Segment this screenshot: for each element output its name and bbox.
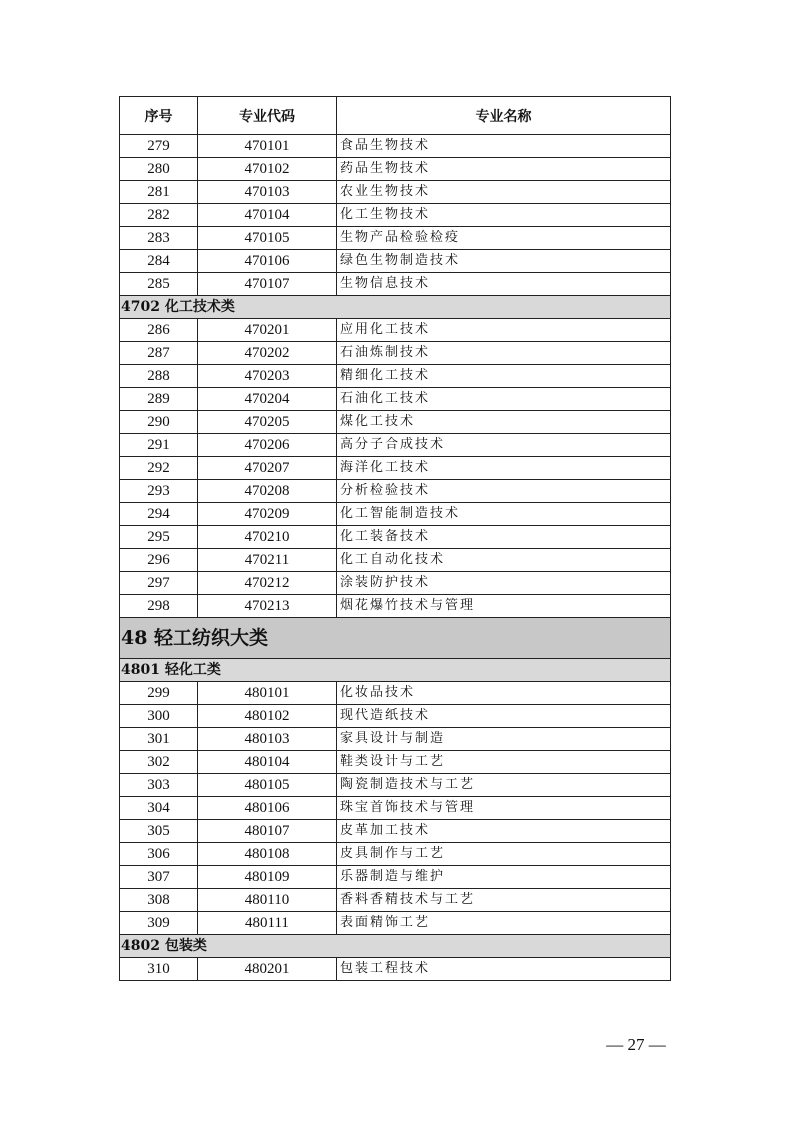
- cell-code: 470210: [198, 526, 337, 549]
- cell-num: 301: [120, 728, 198, 751]
- cell-num: 280: [120, 158, 198, 181]
- cell-num: 282: [120, 204, 198, 227]
- cell-num: 285: [120, 273, 198, 296]
- cell-num: 290: [120, 411, 198, 434]
- cell-name: 珠宝首饰技术与管理: [337, 797, 671, 820]
- cell-name: 化工智能制造技术: [337, 503, 671, 526]
- cell-code: 480102: [198, 705, 337, 728]
- cell-name: 分析检验技术: [337, 480, 671, 503]
- cell-code: 470101: [198, 135, 337, 158]
- cell-code: 470209: [198, 503, 337, 526]
- table-row: [120, 751, 671, 774]
- table-row: [120, 820, 671, 843]
- cell-code: 470213: [198, 595, 337, 618]
- cell-code: 470205: [198, 411, 337, 434]
- cell-num: 309: [120, 912, 198, 935]
- cell-name: 石油化工技术: [337, 388, 671, 411]
- cell-num: 295: [120, 526, 198, 549]
- cell-num: 279: [120, 135, 198, 158]
- cell-name: 生物信息技术: [337, 273, 671, 296]
- table-row: [120, 705, 671, 728]
- category-label: 4801 轻化工类: [120, 659, 671, 682]
- table-row: [120, 158, 671, 181]
- cell-num: 307: [120, 866, 198, 889]
- table-row: [120, 912, 671, 935]
- cell-name: 涂装防护技术: [337, 572, 671, 595]
- table-row: [120, 549, 671, 572]
- majors-table: [119, 96, 671, 981]
- table-row: [120, 503, 671, 526]
- table-row: [120, 204, 671, 227]
- table-row: [120, 866, 671, 889]
- cell-code: 470102: [198, 158, 337, 181]
- major-category-row: [120, 618, 671, 659]
- table-row: [120, 843, 671, 866]
- table-row: [120, 135, 671, 158]
- cell-name: 绿色生物制造技术: [337, 250, 671, 273]
- cell-name: 石油炼制技术: [337, 342, 671, 365]
- cell-code: 470107: [198, 273, 337, 296]
- category-label: 4702 化工技术类: [120, 296, 671, 319]
- cell-code: 480107: [198, 820, 337, 843]
- category-row: [120, 935, 671, 958]
- cell-code: 470203: [198, 365, 337, 388]
- table-row: [120, 411, 671, 434]
- cell-num: 300: [120, 705, 198, 728]
- cell-num: 286: [120, 319, 198, 342]
- cell-code: 470103: [198, 181, 337, 204]
- header-code: 专业代码: [198, 97, 337, 135]
- cell-num: 294: [120, 503, 198, 526]
- table-row: [120, 434, 671, 457]
- cell-code: 470212: [198, 572, 337, 595]
- header-name: 专业名称: [337, 97, 671, 135]
- cell-code: 470106: [198, 250, 337, 273]
- cell-code: 480201: [198, 958, 337, 981]
- cell-code: 470207: [198, 457, 337, 480]
- cell-name: 皮具制作与工艺: [337, 843, 671, 866]
- cell-code: 480101: [198, 682, 337, 705]
- cell-code: 470208: [198, 480, 337, 503]
- cell-name: 应用化工技术: [337, 319, 671, 342]
- cell-name: 包装工程技术: [337, 958, 671, 981]
- cell-code: 470201: [198, 319, 337, 342]
- cell-num: 292: [120, 457, 198, 480]
- cell-name: 鞋类设计与工艺: [337, 751, 671, 774]
- cell-code: 480105: [198, 774, 337, 797]
- cell-code: 470105: [198, 227, 337, 250]
- category-row: [120, 296, 671, 319]
- cell-num: 303: [120, 774, 198, 797]
- cell-name: 香料香精技术与工艺: [337, 889, 671, 912]
- cell-num: 310: [120, 958, 198, 981]
- cell-num: 308: [120, 889, 198, 912]
- cell-num: 283: [120, 227, 198, 250]
- cell-name: 煤化工技术: [337, 411, 671, 434]
- cell-code: 480108: [198, 843, 337, 866]
- table-row: [120, 480, 671, 503]
- cell-num: 291: [120, 434, 198, 457]
- cell-name: 皮革加工技术: [337, 820, 671, 843]
- cell-num: 288: [120, 365, 198, 388]
- table-row: [120, 319, 671, 342]
- cell-name: 家具设计与制造: [337, 728, 671, 751]
- cell-num: 298: [120, 595, 198, 618]
- table-row: [120, 342, 671, 365]
- cell-num: 287: [120, 342, 198, 365]
- cell-num: 306: [120, 843, 198, 866]
- cell-code: 480104: [198, 751, 337, 774]
- table-row: [120, 526, 671, 549]
- cell-code: 480103: [198, 728, 337, 751]
- cell-name: 农业生物技术: [337, 181, 671, 204]
- table-row: [120, 457, 671, 480]
- cell-num: 299: [120, 682, 198, 705]
- cell-num: 297: [120, 572, 198, 595]
- table-row: [120, 181, 671, 204]
- cell-code: 480106: [198, 797, 337, 820]
- cell-name: 化妆品技术: [337, 682, 671, 705]
- table-row: [120, 774, 671, 797]
- table-row: [120, 682, 671, 705]
- cell-name: 食品生物技术: [337, 135, 671, 158]
- cell-name: 烟花爆竹技术与管理: [337, 595, 671, 618]
- cell-name: 化工自动化技术: [337, 549, 671, 572]
- cell-name: 化工装备技术: [337, 526, 671, 549]
- cell-num: 289: [120, 388, 198, 411]
- cell-code: 480111: [198, 912, 337, 935]
- table-row: [120, 572, 671, 595]
- cell-name: 高分子合成技术: [337, 434, 671, 457]
- cell-code: 470211: [198, 549, 337, 572]
- page-number: — 27 —: [606, 1035, 666, 1054]
- table-row: [120, 889, 671, 912]
- cell-name: 现代造纸技术: [337, 705, 671, 728]
- cell-code: 470204: [198, 388, 337, 411]
- table-row: [120, 227, 671, 250]
- cell-code: 470202: [198, 342, 337, 365]
- cell-num: 304: [120, 797, 198, 820]
- table-body: [120, 135, 671, 981]
- cell-code: 470206: [198, 434, 337, 457]
- table-row: [120, 797, 671, 820]
- table-row: [120, 595, 671, 618]
- cell-name: 表面精饰工艺: [337, 912, 671, 935]
- table-row: [120, 273, 671, 296]
- cell-code: 480110: [198, 889, 337, 912]
- table-row: [120, 365, 671, 388]
- category-row: [120, 659, 671, 682]
- cell-num: 281: [120, 181, 198, 204]
- header-num: 序号: [120, 97, 198, 135]
- cell-name: 陶瓷制造技术与工艺: [337, 774, 671, 797]
- table-row: [120, 728, 671, 751]
- cell-num: 296: [120, 549, 198, 572]
- cell-num: 284: [120, 250, 198, 273]
- table-row: [120, 958, 671, 981]
- major-category-label: 48 轻工纺织大类: [120, 618, 671, 659]
- table-header: [120, 97, 671, 135]
- cell-num: 305: [120, 820, 198, 843]
- cell-code: 480109: [198, 866, 337, 889]
- table-row: [120, 388, 671, 411]
- table-row: [120, 250, 671, 273]
- cell-name: 药品生物技术: [337, 158, 671, 181]
- cell-name: 海洋化工技术: [337, 457, 671, 480]
- cell-name: 化工生物技术: [337, 204, 671, 227]
- cell-num: 293: [120, 480, 198, 503]
- cell-name: 乐器制造与维护: [337, 866, 671, 889]
- category-label: 4802 包装类: [120, 935, 671, 958]
- cell-name: 生物产品检验检疫: [337, 227, 671, 250]
- cell-name: 精细化工技术: [337, 365, 671, 388]
- cell-code: 470104: [198, 204, 337, 227]
- cell-num: 302: [120, 751, 198, 774]
